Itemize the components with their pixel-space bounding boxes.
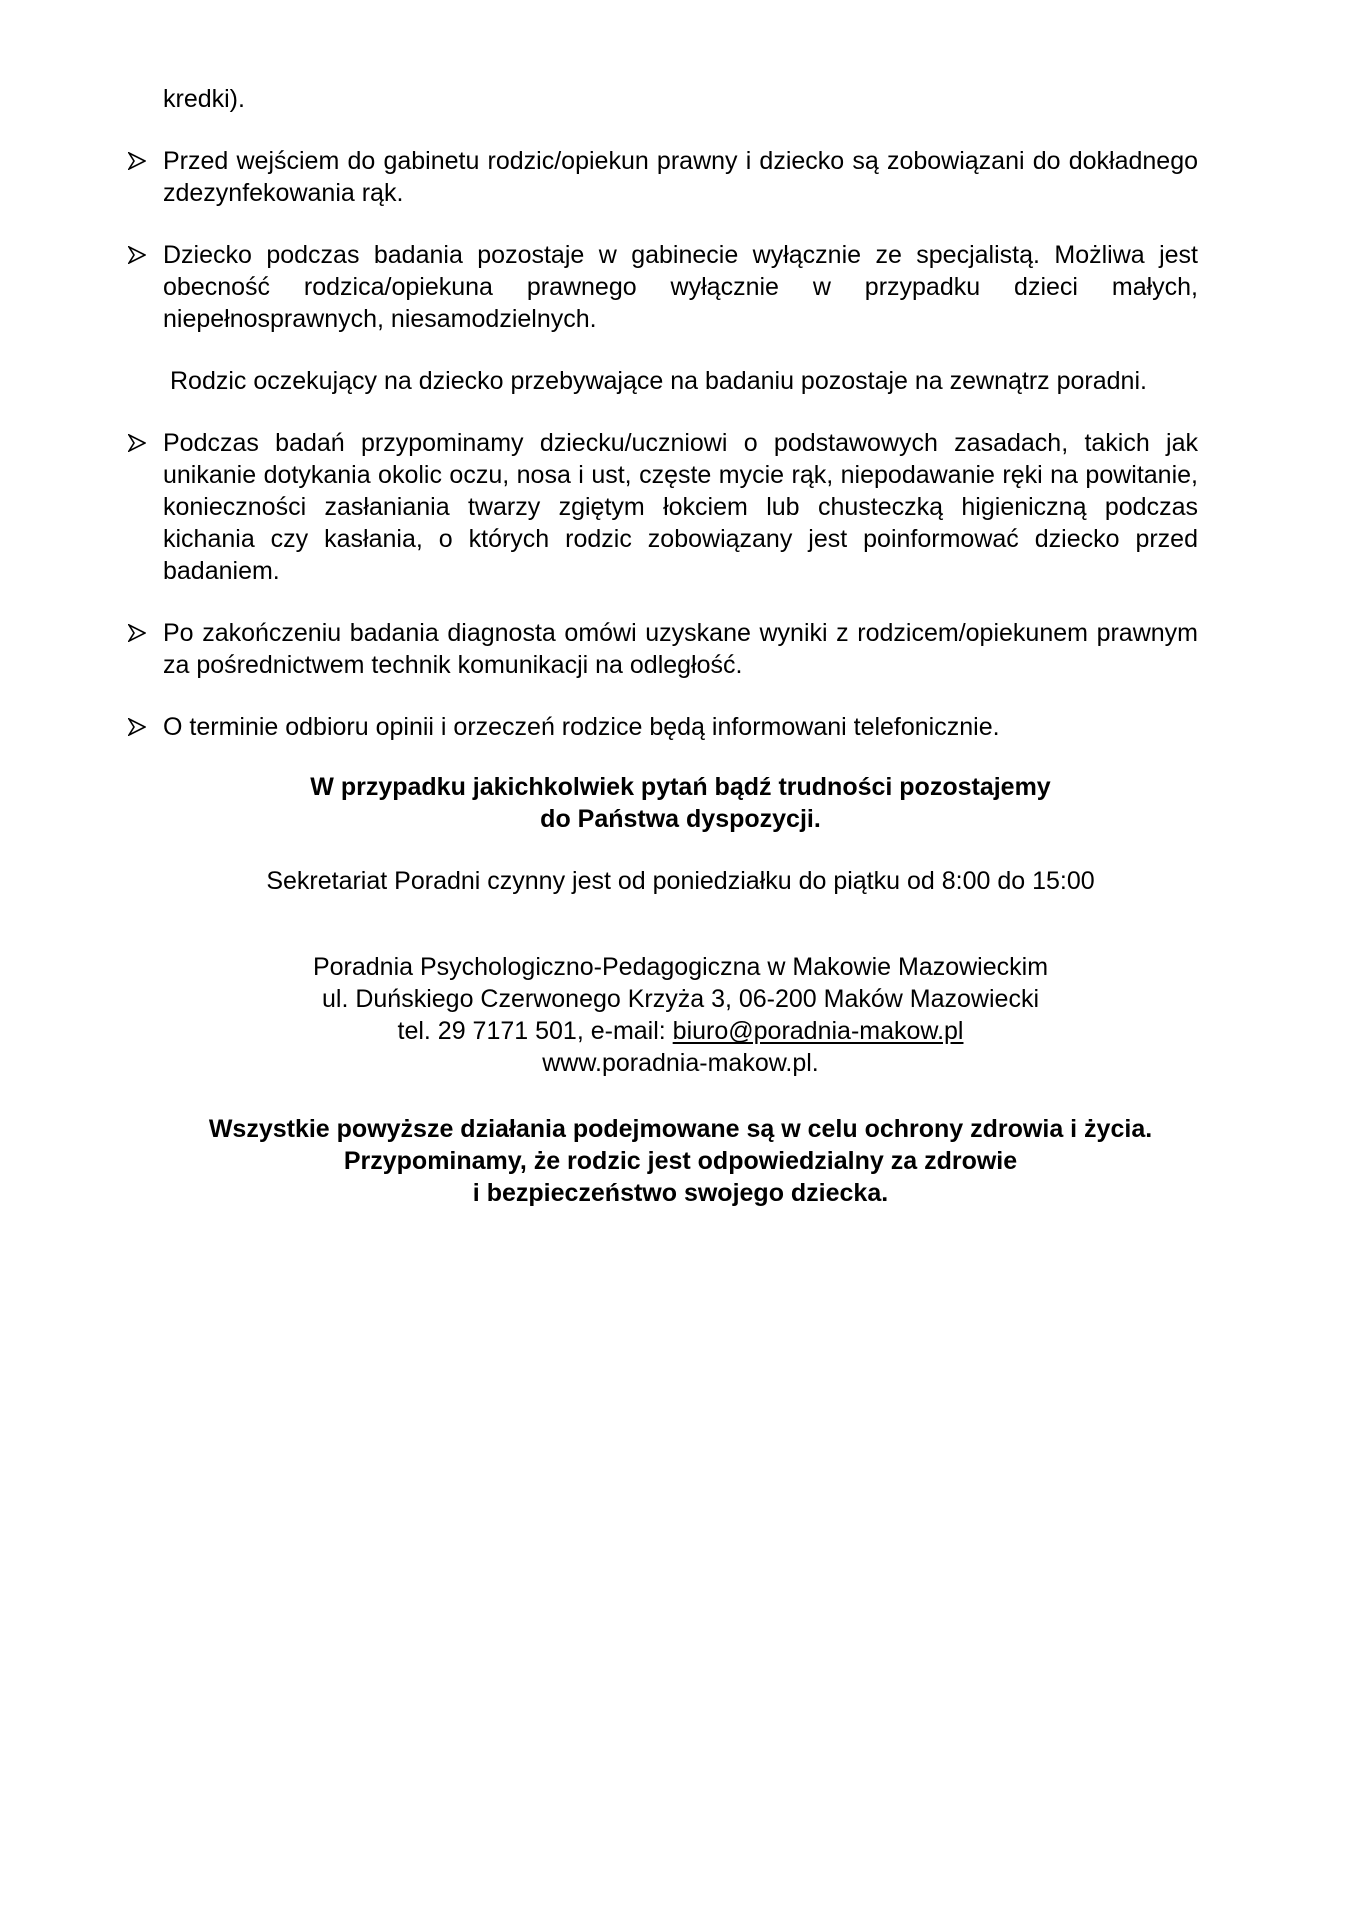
continuation-text: kredki). (163, 85, 245, 113)
list-item-text: Podczas badań przypominamy dziecku/uczniowi o podstawowych zasadach, takich jak unikanie dotykania okolic oczu, nosa i ust, częste mycie rąk, niepodawanie ręki na powitanie, konieczności zasłaniania twarzy zgiętym łokciem lub chusteczką higieniczną podczas kichania czy kasłania, o których rodzic zobowiązany jest poinformować dziecko przed badaniem. (163, 429, 1198, 585)
list-item-text: Przed wejściem do gabinetu rodzic/opiekun prawny i dziecko są zobowiązani do dokładnego zdezynfekowania rąk. (163, 147, 1198, 207)
list-item (163, 145, 1198, 209)
email-link[interactable]: biuro@poradnia-makow.pl (672, 1017, 964, 1045)
closing-note (163, 1113, 1198, 1209)
list-item (163, 427, 1198, 587)
street-address: ul. Duńskiego Czerwonego Krzyża 3, 06-200 Maków Mazowiecki (322, 985, 1039, 1013)
website-text: www.poradnia-makow.pl. (542, 1049, 819, 1077)
arrow-bullet-icon (128, 427, 150, 459)
arrow-bullet-icon (128, 239, 150, 271)
phone-email-line (163, 1015, 1198, 1047)
list-item-text: Dziecko podczas badania pozostaje w gabinecie wyłącznie ze specjalistą. Możliwa jest obecność rodzica/opiekuna prawnego wyłącznie w przypadku dzieci małych, niepełnosprawnych, niesamodzielnych. (163, 241, 1198, 333)
list-item-text: O terminie odbioru opinii i orzeczeń rodzice będą informowani telefonicznie. (163, 713, 1000, 741)
parent-waiting-note: Rodzic oczekujący na dziecko przebywające na badaniu pozostaje na zewnątrz poradni. (170, 367, 1147, 395)
address-block (163, 951, 1198, 1079)
arrow-bullet-icon (128, 617, 150, 649)
closing-line: Przypominamy, że rodzic jest odpowiedzialny za zdrowie (343, 1147, 1018, 1175)
list-item-text: Po zakończeniu badania diagnosta omówi uzyskane wyniki z rodzicem/opiekunem prawnym za pośrednictwem technik komunikacji na odległość. (163, 619, 1198, 679)
list-item (163, 617, 1198, 681)
closing-line: i bezpieczeństwo swojego dziecka. (472, 1179, 889, 1207)
office-hours: Sekretariat Poradni czynny jest od poniedziałku do piątku od 8:00 do 15:00 (266, 867, 1095, 895)
contact-note-line: do Państwa dyspozycji. (540, 805, 821, 833)
document-content (163, 83, 1198, 1209)
institution-name: Poradnia Psychologiczno-Pedagogiczna w Makowie Mazowieckim (312, 953, 1049, 981)
list-item (163, 711, 1198, 743)
phone-label: tel. 29 7171 501, e-mail: (397, 1017, 673, 1045)
contact-note-line: W przypadku jakichkolwiek pytań bądź trudności pozostajemy (310, 773, 1051, 801)
arrow-bullet-icon (128, 145, 150, 177)
list-item (163, 239, 1198, 335)
arrow-bullet-icon (128, 711, 150, 743)
closing-line: Wszystkie powyższe działania podejmowane są w celu ochrony zdrowia i życia. (208, 1115, 1153, 1143)
contact-note (163, 771, 1198, 835)
